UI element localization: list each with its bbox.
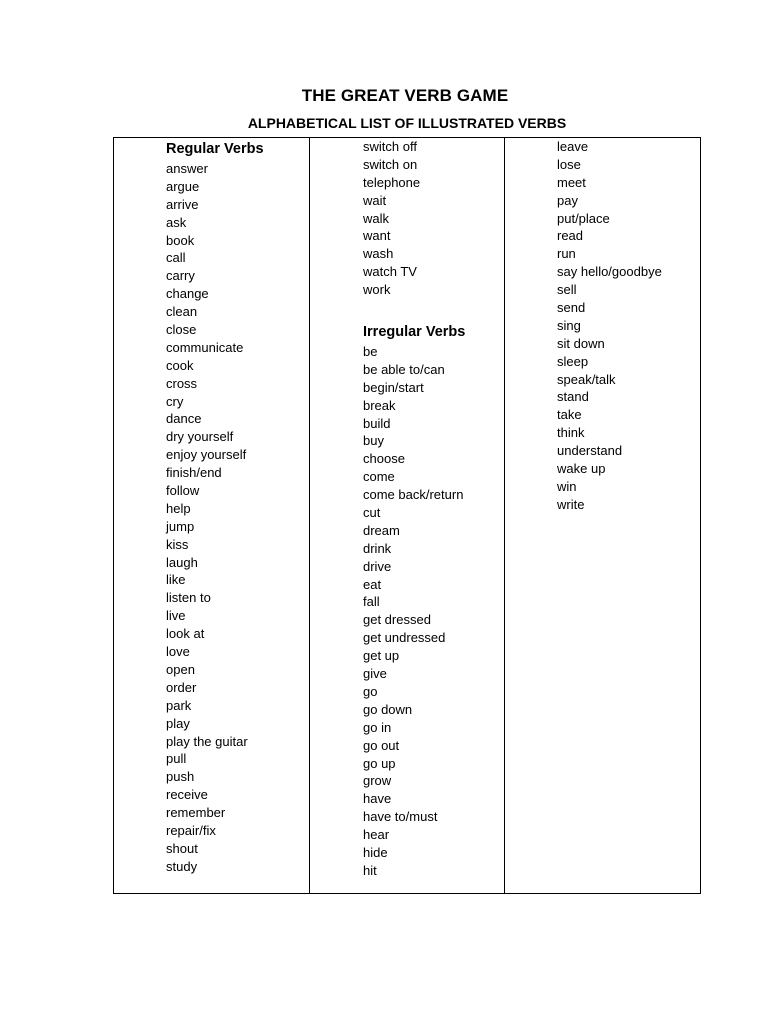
- verb-item: cook: [166, 357, 194, 373]
- verb-item: open: [166, 661, 195, 677]
- verb-item: ask: [166, 214, 187, 230]
- verb-item: sell: [557, 282, 577, 298]
- verb-item: be: [363, 344, 378, 360]
- verb-item: answer: [166, 161, 208, 176]
- verb-item: build: [363, 415, 391, 431]
- verb-item: cry: [166, 393, 184, 409]
- verb-item: switch off: [363, 139, 417, 154]
- verb-item: be able to/can: [363, 361, 445, 377]
- verb-item: begin/start: [363, 379, 424, 395]
- page-title: THE GREAT VERB GAME: [301, 86, 509, 105]
- verb-item: kiss: [166, 536, 189, 552]
- verb-item: go down: [363, 701, 413, 717]
- verb-item: park: [166, 697, 192, 713]
- verb-item: go: [363, 683, 378, 699]
- verb-item: work: [363, 282, 391, 298]
- verb-item: speak/talk: [557, 371, 616, 387]
- verb-item: play: [166, 715, 190, 731]
- verb-item: walk: [363, 210, 390, 226]
- verb-item: love: [166, 644, 190, 660]
- regular-verbs-list: [166, 160, 264, 876]
- verb-item: break: [363, 397, 396, 413]
- verb-item: like: [166, 572, 186, 588]
- verb-item: get dressed: [363, 612, 431, 628]
- verb-item: send: [557, 300, 586, 316]
- verb-item: arrive: [166, 196, 199, 212]
- verb-item: pull: [166, 751, 187, 767]
- verb-item: enjoy yourself: [166, 447, 247, 463]
- verb-item: cut: [363, 505, 381, 521]
- verb-item: hear: [363, 827, 390, 843]
- verb-item: get up: [363, 648, 400, 664]
- verb-item: get undressed: [363, 630, 446, 646]
- verb-item: go out: [363, 737, 400, 753]
- verb-item: drink: [363, 540, 392, 556]
- verb-item: argue: [166, 178, 200, 194]
- page-subtitle: ALPHABETICAL LIST OF ILLUSTRATED VERBS: [247, 115, 567, 131]
- verb-item: read: [557, 228, 584, 244]
- verb-item: pay: [557, 192, 578, 208]
- verb-item: take: [557, 407, 582, 423]
- verb-item: come: [363, 469, 395, 485]
- verb-item: buy: [363, 433, 384, 449]
- verb-item: eat: [363, 576, 382, 592]
- verb-item: drive: [363, 558, 392, 574]
- verb-table: [113, 137, 701, 894]
- column-divider-2: [504, 138, 505, 893]
- verb-item: cross: [166, 375, 198, 391]
- verb-item: wash: [363, 246, 394, 262]
- verb-item: go up: [363, 755, 396, 771]
- verb-item: call: [166, 250, 186, 266]
- verb-item: push: [166, 769, 195, 785]
- verb-item: communicate: [166, 339, 244, 355]
- verb-item: listen to: [166, 590, 211, 606]
- verb-item: put/place: [557, 210, 610, 226]
- verb-item: order: [166, 679, 197, 695]
- verb-item: repair/fix: [166, 822, 216, 838]
- verb-item: jump: [166, 518, 195, 534]
- verb-item: clean: [166, 304, 198, 320]
- verb-item: telephone: [363, 174, 421, 190]
- column-1: [166, 138, 264, 876]
- verb-item: have: [363, 791, 392, 807]
- verb-item: write: [557, 496, 585, 512]
- verb-item: choose: [363, 451, 405, 467]
- verb-item: go in: [363, 719, 392, 735]
- verb-item: have to/must: [363, 809, 438, 825]
- verb-item: wait: [363, 192, 387, 208]
- column-divider-1: [309, 138, 310, 893]
- verb-item: close: [166, 322, 197, 338]
- verb-item: follow: [166, 483, 200, 499]
- verb-item: give: [363, 666, 387, 682]
- verb-item: run: [557, 246, 576, 262]
- verb-item: sit down: [557, 335, 605, 351]
- verb-item: study: [166, 858, 198, 874]
- column-3: [557, 138, 662, 514]
- verb-item: meet: [557, 174, 586, 190]
- irregular-verbs-list-continued: [557, 138, 662, 514]
- verb-item: dance: [166, 411, 202, 427]
- verb-item: hit: [363, 862, 377, 878]
- verb-item: stand: [557, 389, 589, 405]
- verb-item: leave: [557, 139, 589, 154]
- verb-item: book: [166, 232, 195, 248]
- verb-item: change: [166, 286, 209, 302]
- verb-item: carry: [166, 268, 195, 284]
- verb-item: help: [166, 500, 191, 516]
- verb-item: play the guitar: [166, 733, 248, 749]
- verb-item: win: [557, 478, 577, 494]
- verb-item: hide: [363, 844, 388, 860]
- verb-item: fall: [363, 594, 380, 610]
- verb-item: think: [557, 425, 585, 441]
- verb-item: sing: [557, 317, 581, 333]
- regular-verbs-list-continued: [363, 138, 465, 299]
- verb-item: understand: [557, 443, 623, 459]
- verb-item: shout: [166, 840, 198, 856]
- verb-item: sleep: [557, 353, 589, 369]
- verb-item: grow: [363, 773, 392, 789]
- verb-item: dry yourself: [166, 429, 234, 445]
- regular-verbs-heading: Regular Verbs: [166, 141, 264, 157]
- verb-item: switch on: [363, 156, 418, 172]
- verb-item: wake up: [557, 461, 606, 477]
- verb-item: look at: [166, 626, 205, 642]
- verb-item: dream: [363, 522, 400, 538]
- verb-item: come back/return: [363, 487, 464, 503]
- verb-item: remember: [166, 805, 226, 821]
- verb-item: laugh: [166, 554, 198, 570]
- verb-item: finish/end: [166, 465, 222, 481]
- verb-item: receive: [166, 787, 208, 803]
- verb-item: live: [166, 608, 186, 624]
- verb-item: watch TV: [363, 264, 417, 280]
- verb-item: want: [363, 228, 391, 244]
- irregular-verbs-heading: Irregular Verbs: [363, 324, 466, 341]
- verb-item: lose: [557, 156, 581, 172]
- irregular-verbs-list: [363, 343, 465, 880]
- verb-item: say hello/goodbye: [557, 264, 662, 280]
- column-2: [363, 138, 465, 880]
